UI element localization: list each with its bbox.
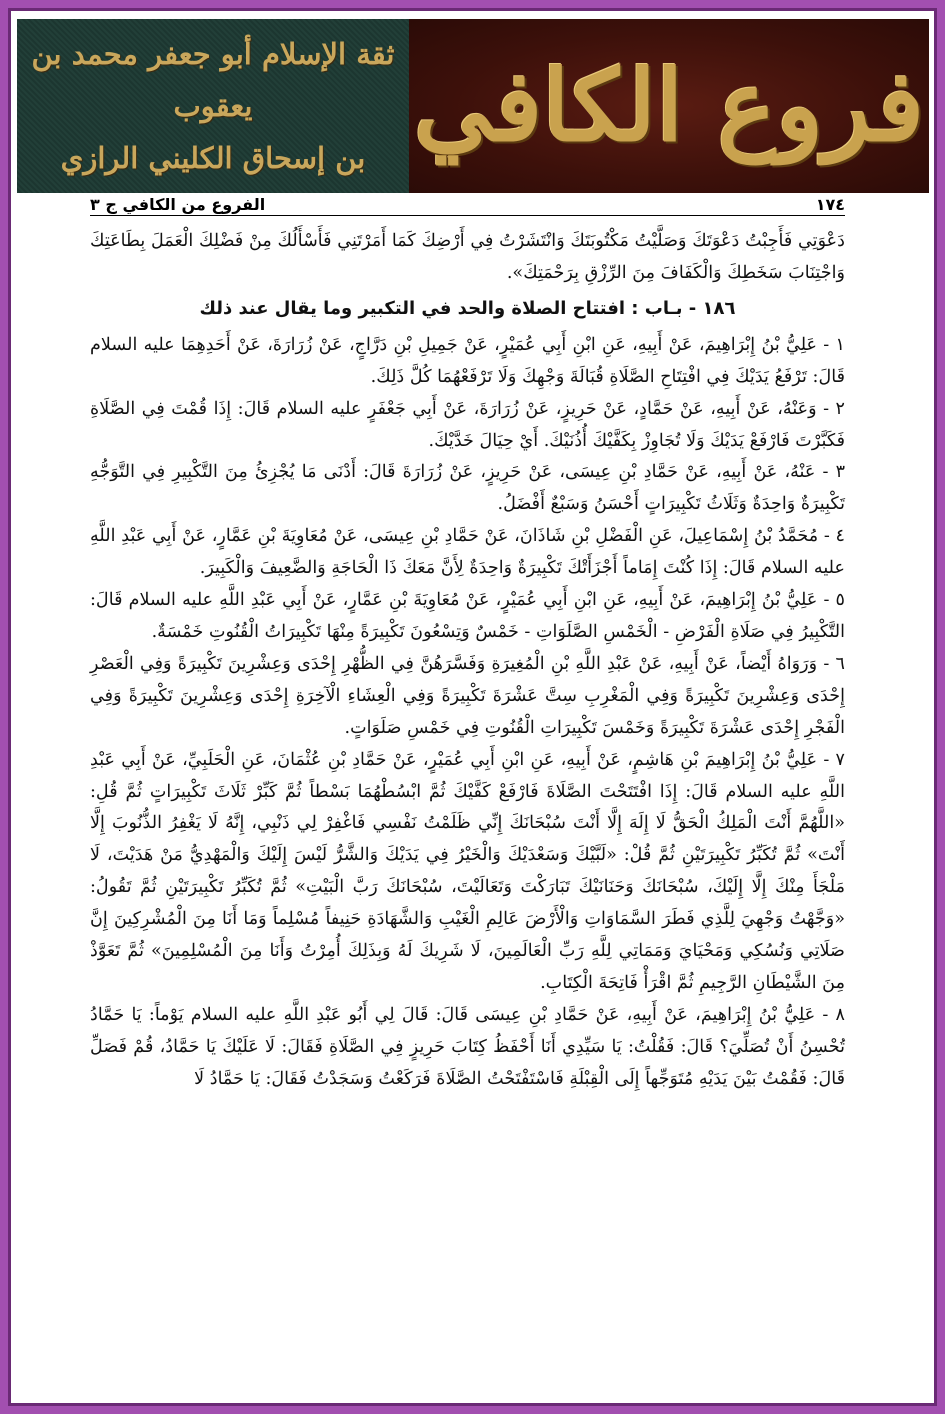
running-head: [90, 193, 845, 216]
hadith-paragraph: ٣ - عَنْهُ، عَنْ أَبِيهِ، عَنْ حَمَّادِ بْنِ عِيسَى، عَنْ حَرِيزٍ، عَنْ زُرَارَةَ قَالَ: أَدْنَى مَا يُجْزِئُ مِنَ التَّكْبِيرِ فِي التَّوَجُّهِ تَكْبِيرَةٌ وَاحِدَةٌ وَثَلَاثُ تَكْبِيرَاتٍ أَحْسَنُ وَسَبْعٌ أَفْضَلُ.: [90, 462, 846, 515]
cover-banner: [17, 19, 929, 193]
book-title: فروع الكافي: [413, 48, 925, 164]
hadith-paragraph: ٧ - عَلِيُّ بْنُ إِبْرَاهِيمَ بْنِ هَاشِمٍ، عَنْ أَبِيهِ، عَنِ ابْنِ أَبِي عُمَيْرٍ، عَنْ حَمَّادِ بْنِ عُثْمَانَ، عَنِ الْحَلَبِيِّ، عَنْ أَبِي عَبْدِ اللَّهِ عليه السلام قَالَ: إِذَا افْتَتَحْتَ الصَّلَاةَ فَارْفَعْ كَفَّيْكَ ثُمَّ ابْسُطْهُمَا بَسْطاً ثُمَّ كَبِّرْ ثَلَاثَ تَكْبِيرَاتٍ ثُمَّ قُلِ: «اللَّهُمَّ أَنْتَ الْمَلِكُ الْحَقُّ لَا إِلَهَ إِلَّا أَنْتَ سُبْحَانَكَ إِنِّي ظَلَمْتُ نَفْسِي فَاغْفِرْ لِي ذَنْبِي، إِنَّهُ لَا يَغْفِرُ الذُّنُوبَ إِلَّا أَنْتَ» ثُمَّ تُكَبِّرُ تَكْبِيرَتَيْنِ ثُمَّ قُلْ: «لَبَّيْكَ وَسَعْدَيْكَ وَالْخَيْرُ فِي يَدَيْكَ وَالشَّرُّ لَيْسَ إِلَيْكَ وَالْمَهْدِيُّ مَنْ هَدَيْتَ، لَا مَلْجَأَ مِنْكَ إِلَّا إِلَيْكَ، سُبْحَانَكَ وَحَنَانَيْكَ تَبَارَكْتَ وَتَعَالَيْتَ، سُبْحَانَكَ رَبَّ الْبَيْتِ» ثُمَّ تُكَبِّرُ تَكْبِيرَتَيْنِ ثُمَّ تَقُولُ: «وَجَّهْتُ وَجْهِيَ لِلَّذِي فَطَرَ السَّمَاوَاتِ وَالْأَرْضَ عَالِمِ الْغَيْبِ وَالشَّهَادَةِ حَنِيفاً مُسْلِماً وَمَا أَنَا مِنَ الْمُشْرِكِينَ إِنَّ صَلَاتِي وَنُسُكِي وَمَحْيَايَ وَمَمَاتِي لِلَّهِ رَبِّ الْعَالَمِينَ، لَا شَرِيكَ لَهُ وَبِذَلِكَ أُمِرْتُ وَأَنَا مِنَ الْمُسْلِمِينَ» ثُمَّ تَعَوَّذْ مِنَ الشَّيْطَانِ الرَّجِيمِ ثُمَّ اقْرَأْ فَاتِحَةَ الْكِتَابِ.: [90, 749, 845, 993]
page-text: [90, 226, 845, 1096]
hadith-paragraph: ٨ - عَلِيُّ بْنُ إِبْرَاهِيمَ، عَنْ أَبِيهِ، عَنْ حَمَّادِ بْنِ عِيسَى قَالَ: قَالَ لِي أَبُو عَبْدِ اللَّهِ عليه السلام يَوْماً: يَا حَمَّادُ تُحْسِنُ أَنْ تُصَلِّيَ؟ قَالَ: فَقُلْتُ: يَا سَيِّدِي أَنَا أَحْفَظُ كِتَابَ حَرِيزٍ فِي الصَّلَاةِ فَقَالَ: لَا عَلَيْكَ يَا حَمَّادُ، قُمْ فَصَلِّ قَالَ: فَقُمْتُ بَيْنَ يَدَيْهِ مُتَوَجِّهاً إِلَى الْقِبْلَةِ فَاسْتَفْتَحْتُ الصَّلَاةَ فَرَكَعْتُ وَسَجَدْتُ فَقَالَ: يَا حَمَّادُ لَا: [90, 1004, 845, 1089]
chapter-heading: ١٨٦ - بـاب : افتتاح الصلاة والحد في التكبير وما يقال عند ذلك: [199, 297, 736, 319]
author-line: ثقة الإسلام أبو جعفر محمد بن يعقوب: [31, 37, 395, 123]
hadith-paragraph: ٥ - عَلِيُّ بْنُ إِبْرَاهِيمَ، عَنْ أَبِيهِ، عَنِ ابْنِ أَبِي عُمَيْرٍ، عَنْ مُعَاوِيَةَ بْنِ عَمَّارٍ، عَنْ أَبِي عَبْدِ اللَّهِ عليه السلام قَالَ: التَّكْبِيرُ فِي صَلَاةِ الْفَرْضِ - الْخَمْسِ الصَّلَوَاتِ - خَمْسٌ وَتِسْعُونَ تَكْبِيرَةً مِنْهَا تَكْبِيرَاتُ الْقُنُوتِ خَمْسَةٌ.: [90, 590, 845, 642]
hadith-paragraph: ٤ - مُحَمَّدُ بْنُ إِسْمَاعِيلَ، عَنِ الْفَضْلِ بْنِ شَاذَانَ، عَنْ حَمَّادِ بْنِ عِيسَى، عَنْ مُعَاوِيَةَ بْنِ عَمَّارٍ، عَنْ أَبِي عَبْدِ اللَّهِ عليه السلام قَالَ: إِذَا كُنْتَ إِمَاماً أَجْزَأَتْكَ تَكْبِيرَةٌ وَاحِدَةٌ لِأَنَّ مَعَكَ ذَا الْحَاجَةِ وَالضَّعِيفَ وَالْكَبِيرَ.: [90, 526, 845, 579]
intro-paragraph: دَعْوَتِي فَأَجِبْتُ دَعْوَتَكَ وَصَلَّيْتُ مَكْتُوبَتَكَ وَانْتَشَرْتُ فِي أَرْضِكَ كَمَا أَمَرْتَنِي فَأَسْأَلُكَ مِنْ فَضْلِكَ الْعَمَلَ بِطَاعَتِكَ وَاجْتِنَابَ سَخَطِكَ وَالْكَفَافَ مِنَ الرِّزْقِ بِرَحْمَتِكَ».: [90, 231, 845, 283]
running-title: الفروع من الكافي ج ٣: [90, 194, 266, 214]
book-title-panel: [409, 19, 929, 193]
hadith-paragraph: ٦ - وَرَوَاهُ أَيْضاً، عَنْ أَبِيهِ، عَنْ عَبْدِ اللَّهِ بْنِ الْمُغِيرَةِ وَفَسَّرَهُنَّ فِي الظُّهْرِ إِحْدَى وَعِشْرِينَ تَكْبِيرَةً وَفِي الْعَصْرِ إِحْدَى وَعِشْرِينَ تَكْبِيرَةً وَفِي الْمَغْرِبِ سِتَّ عَشْرَةَ تَكْبِيرَةً وَفِي الْعِشَاءِ الْآخِرَةِ إِحْدَى وَعِشْرِينَ تَكْبِيرَةً وَفِي الْفَجْرِ إِحْدَى عَشْرَةَ تَكْبِيرَةً وَخَمْسَ تَكْبِيرَاتِ الْقُنُوتِ فِي خَمْسِ صَلَوَاتٍ.: [90, 653, 845, 738]
page-number: ١٧٤: [815, 194, 845, 214]
hadith-paragraph: ٢ - وَعَنْهُ، عَنْ أَبِيهِ، عَنْ حَمَّادٍ، عَنْ حَرِيزٍ، عَنْ زُرَارَةَ، عَنْ أَبِي جَعْفَرٍ عليه السلام قَالَ: إِذَا قُمْتَ فِي الصَّلَاةِ فَكَبَّرْتَ فَارْفَعْ يَدَيْكَ وَلَا تُجَاوِزْ بِكَفَّيْكَ أُذُنَيْكَ. أَيْ حِيَالَ خَدَّيْكَ.: [90, 398, 845, 451]
hadith-paragraph: ١ - عَلِيُّ بْنُ إِبْرَاهِيمَ، عَنْ أَبِيهِ، عَنِ ابْنِ أَبِي عُمَيْرٍ، عَنْ جَمِيلِ بْنِ دَرَّاجٍ، عَنْ زُرَارَةَ، عَنْ أَحَدِهِمَا عليه السلام قَالَ: تَرْفَعُ يَدَيْكَ فِي افْتِتَاحِ الصَّلَاةِ قُبَالَةَ وَجْهِكَ وَلَا تَرْفَعْهُمَا كُلَّ ذَلِكَ.: [90, 334, 845, 387]
author-line: بن إسحاق الكليني الرازي: [60, 141, 366, 175]
author-panel: [17, 19, 409, 193]
